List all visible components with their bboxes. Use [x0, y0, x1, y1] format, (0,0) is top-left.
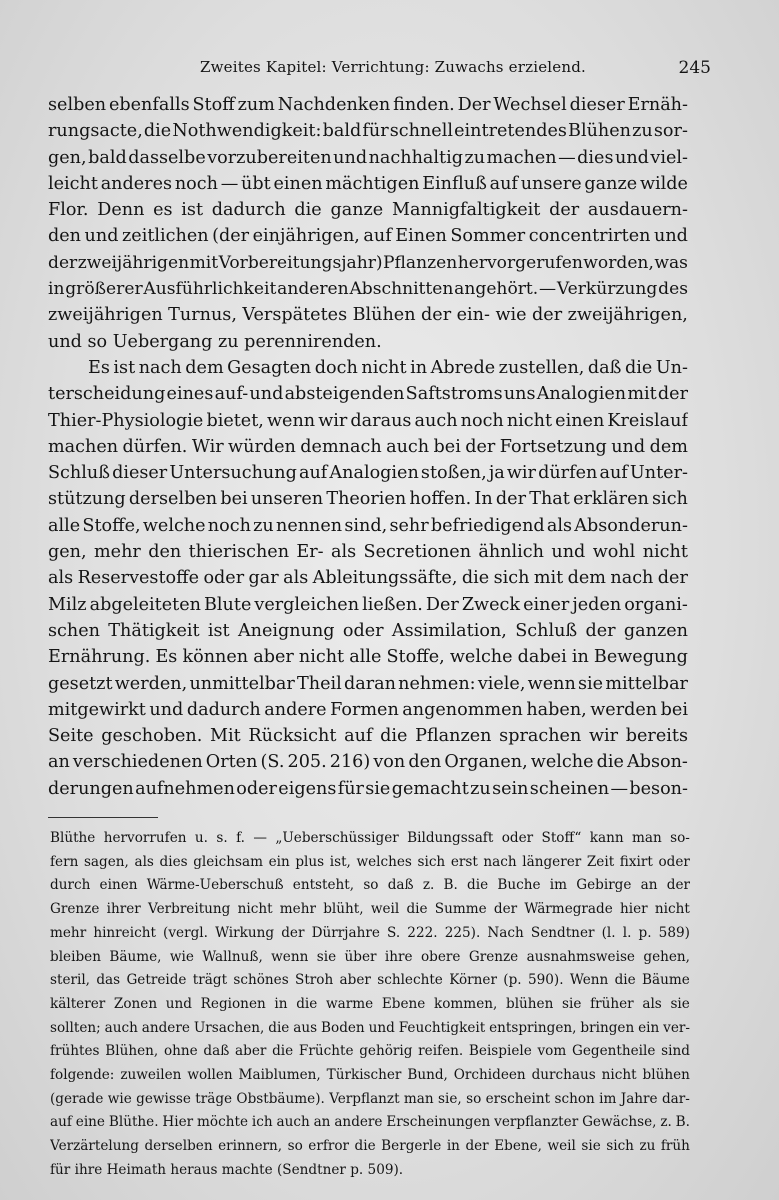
footnote-line: durch einen Wärme-Ueberschuß entsteht, so daß z. B. die Buche im Gebirge an der [50, 877, 690, 894]
text-line: Flor. Denn es ist dadurch die ganze Mannigfaltigkeit der ausdauern- [48, 200, 688, 221]
text-line: Thier-Physiologie bietet, wenn wir daraus auch noch nicht einen Kreislauf [48, 410, 688, 431]
text-line: und so Uebergang zu perennirenden. [48, 331, 382, 352]
footnote-line: Blüthe hervorrufen u. s. f. — „Ueberschüssiger Bildungssaft oder Stoff“ kann man so- [50, 830, 690, 846]
running-title: Zweites Kapitel: Verrichtung: Zuwachs erzielend. [200, 58, 587, 76]
running-header [200, 58, 739, 82]
text-line: leicht anderes noch — übt einen mächtigen Einfluß auf unsere ganze wilde [48, 173, 688, 194]
text-line: Ernährung. Es können aber nicht alle Stoffe, welche dabei in Bewegung [48, 647, 688, 668]
footnote-line: auf eine Blüthe. Hier möchte ich auch an andere Erscheinungen verpflanzter Gewächse, z. B. [50, 1114, 690, 1131]
text-line: an verschiedenen Orten (S. 205. 216) von den Organen, welche die Abson- [48, 752, 688, 773]
footnote-line: mehr hinreicht (vergl. Wirkung der Dürrjahre S. 222. 225). Nach Sendtner (l. l. p. 589) [50, 924, 690, 941]
text-line: gen, bald dasselbe vorzubereiten und nachhaltig zu machen — dies und viel- [48, 147, 688, 168]
text-line: selben ebenfalls Stoff zum Nachdenken finden. Der Wechsel dieser Ernäh- [48, 95, 688, 115]
text-line: stützung derselben bei unseren Theorien hoffen. In der That erklären sich [48, 489, 688, 510]
text-line: mitgewirkt und dadurch andere Formen angenommen haben, werden bei [48, 699, 688, 720]
text-line: Seite geschoben. Mit Rücksicht auf die Pflanzen sprachen wir bereits [48, 726, 688, 747]
text-line: Schluß dieser Untersuchung auf Analogien stoßen, ja wir dürfen auf Unter- [48, 463, 688, 484]
footnote-line: Verzärtelung derselben erinnern, so erfror die Bergerle in der Ebene, weil sie sich zu früh [50, 1138, 690, 1155]
text-line: derungen aufnehmen oder eigens für sie gemacht zu sein scheinen — beson- [48, 778, 688, 799]
text-line: machen dürfen. Wir würden demnach auch bei der Fortsetzung und dem [48, 436, 688, 457]
text-line: gesetzt werden, unmittelbar Theil daran nehmen: viele, wenn sie mittelbar [48, 673, 688, 694]
footnote-line: kälterer Zonen und Regionen in die warme Ebene kommen, blühen sie früher als sie [50, 995, 690, 1012]
text-line: alle Stoffe, welche noch zu nennen sind, sehr befriedigend als Absonderun- [48, 515, 688, 536]
text-line: als Reservestoffe oder gar als Ableitungssäfte, die sich mit dem nach der [48, 568, 688, 589]
footnote-line: (gerade wie gewisse träge Obstbäume). Verpflanzt man sie, so erscheint schon im Jahre dar- [50, 1090, 690, 1107]
main-text [48, 92, 688, 802]
footnote-line: steril, das Getreide trägt schönes Stroh aber schlechte Körner (p. 590). Wenn die Bäume [50, 972, 690, 989]
text-line: gen, mehr den thierischen Er- als Secretionen ähnlich und wohl nicht [48, 542, 688, 563]
page-number: 245 [678, 58, 711, 78]
footnote-line: fern sagen, als dies gleichsam ein plus ist, welches sich erst nach längerer Zeit fixirt oder [50, 853, 690, 870]
footnote-line: sollten; auch andere Ursachen, die aus Boden und Feuchtigkeit entspringen, bringen ein ver- [50, 1019, 690, 1036]
footnote-line: frühtes Blühen, ohne daß aber die Früchte gehörig reifen. Beispiele vom Gegentheile sind [50, 1043, 690, 1060]
text-line: schen Thätigkeit ist Aneignung oder Assimilation, Schluß der ganzen [48, 620, 688, 641]
text-line: rungsacte, die Nothwendigkeit: bald für schnell eintretendes Blühen zu sor- [48, 121, 688, 142]
footnote-rule [48, 817, 158, 818]
footnote [50, 827, 690, 1183]
footnote-line: für ihre Heimath heraus machte (Sendtner p. 509). [50, 1161, 404, 1178]
text-line: Milz abgeleiteten Blute vergleichen ließen. Der Zweck einer jeden organi- [48, 594, 688, 615]
footnote-line: bleiben Bäume, wie Wallnuß, wenn sie über ihre obere Grenze ausnahmsweise gehen, [50, 948, 690, 965]
text-line: terscheidung eines auf- und absteigenden Saftstroms uns Analogien mit der [48, 384, 688, 405]
text-line: zweijährigen Turnus, Verspätetes Blühen der ein- wie der zweijährigen, [48, 305, 688, 326]
footnote-line: folgende: zuweilen wollen Maiblumen, Türkischer Bund, Orchideen durchaus nicht blühen [50, 1067, 690, 1084]
text-line: den und zeitlichen (der einjährigen, auf Einen Sommer concentrirten und [48, 226, 688, 247]
footnote-line: Grenze ihrer Verbreitung nicht mehr blüht, weil die Summe der Wärmegrade hier nicht [50, 901, 690, 918]
text-line: der zweijährigen mit Vorbereitungsjahr) Pflanzen hervorgerufen worden, was [48, 252, 688, 273]
text-line: in größerer Ausführlichkeit anderen Abschnitten angehört. — Verkürzung des [48, 279, 688, 300]
text-line: Es ist nach dem Gesagten doch nicht in Abrede zustellen, daß die Un- [88, 357, 688, 378]
